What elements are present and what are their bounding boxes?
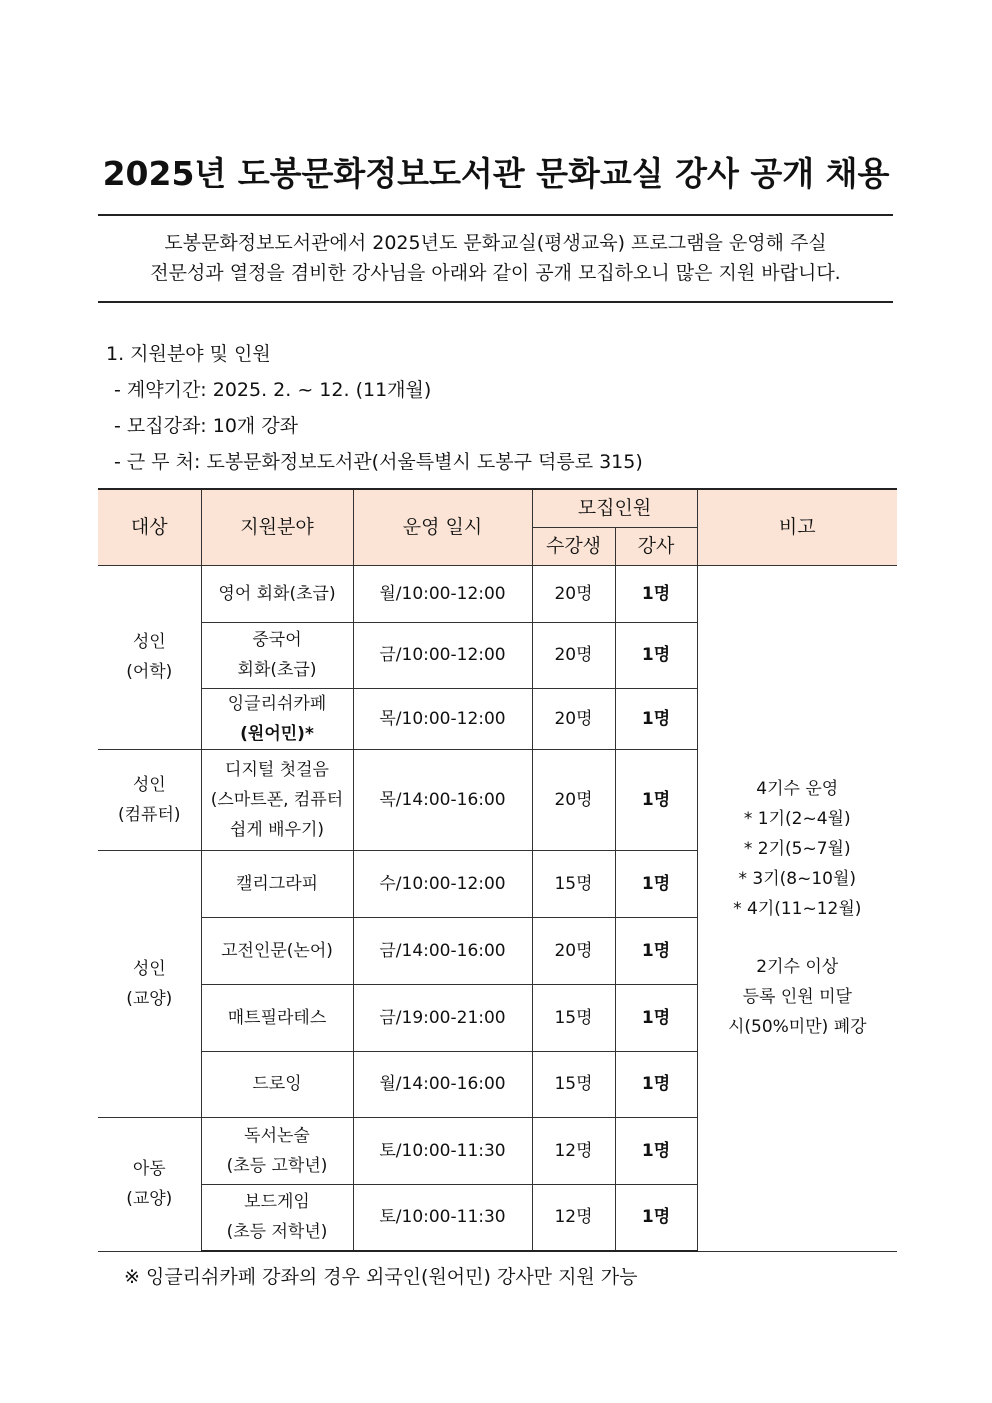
remarks-cell: 4기수 운영 * 1기(2~4월) * 2기(5~7월) * 3기(8~10월) * 4기(11~12월) 2기수 이상 등록 인원 미달 시(50%미만) 폐강	[697, 565, 897, 1251]
footnote: ※ 잉글리쉬카페 강좌의 경우 외국인(원어민) 강사만 지원 가능	[124, 1266, 638, 1288]
contract-period: - 계약기간: 2025. 2. ~ 12. (11개월)	[114, 379, 432, 401]
field-cell: 영어 회화(초급)	[201, 565, 353, 622]
group-cell: 아동 (교양)	[98, 1117, 201, 1251]
field-cell: 고전인문(논어)	[201, 917, 353, 984]
schedule-cell: 목/10:00-12:00	[353, 688, 532, 749]
students-cell: 20명	[532, 749, 615, 850]
students-cell: 12명	[532, 1117, 615, 1184]
schedule-cell: 토/10:00-11:30	[353, 1117, 532, 1184]
schedule-cell: 금/14:00-16:00	[353, 917, 532, 984]
students-cell: 20명	[532, 565, 615, 622]
bottom-divider	[98, 301, 893, 303]
students-cell: 20명	[532, 622, 615, 688]
schedule-cell: 목/14:00-16:00	[353, 749, 532, 850]
field-cell: 중국어 회화(초급)	[201, 622, 353, 688]
schedule-cell: 토/10:00-11:30	[353, 1184, 532, 1251]
recruit-courses: - 모집강좌: 10개 강좌	[114, 415, 299, 437]
students-cell: 15명	[532, 984, 615, 1051]
header-schedule: 운영 일시	[353, 489, 532, 565]
students-cell: 20명	[532, 688, 615, 749]
instructor-cell: 1명	[615, 1117, 697, 1184]
schedule-cell: 금/19:00-21:00	[353, 984, 532, 1051]
header-remarks: 비고	[697, 489, 897, 565]
schedule-cell: 월/10:00-12:00	[353, 565, 532, 622]
header-recruit: 모집인원	[532, 489, 697, 527]
instructor-cell: 1명	[615, 1051, 697, 1117]
recruit-table	[98, 488, 897, 1252]
intro-line-1: 도봉문화정보도서관에서 2025년도 문화교실(평생교육) 프로그램을 운영해 주실	[164, 232, 827, 254]
instructor-cell: 1명	[615, 850, 697, 917]
instructor-cell: 1명	[615, 917, 697, 984]
field-cell: 보드게임 (초등 저학년)	[201, 1184, 353, 1251]
instructor-cell: 1명	[615, 622, 697, 688]
table-row	[98, 565, 897, 622]
instructor-cell: 1명	[615, 565, 697, 622]
workplace: - 근 무 처: 도봉문화정보도서관(서울특별시 도봉구 덕릉로 315)	[114, 451, 643, 473]
header-row	[98, 489, 897, 527]
group-cell: 성인 (컴퓨터)	[98, 749, 201, 850]
header-students: 수강생	[532, 527, 615, 565]
header-field: 지원분야	[201, 489, 353, 565]
field-cell: 매트필라테스	[201, 984, 353, 1051]
intro-text	[98, 228, 893, 288]
field-cell: 드로잉	[201, 1051, 353, 1117]
students-cell: 15명	[532, 850, 615, 917]
field-cell: 디지털 첫걸음 (스마트폰, 컴퓨터 쉽게 배우기)	[201, 749, 353, 850]
group-cell: 성인 (어학)	[98, 565, 201, 749]
header-target: 대상	[98, 489, 201, 565]
section-1	[106, 336, 643, 480]
field-cell: 잉글리쉬카페 (원어민)*	[201, 688, 353, 749]
field-cell: 독서논술 (초등 고학년)	[201, 1117, 353, 1184]
instructor-cell: 1명	[615, 749, 697, 850]
students-cell: 15명	[532, 1051, 615, 1117]
schedule-cell: 금/10:00-12:00	[353, 622, 532, 688]
field-cell: 캘리그라피	[201, 850, 353, 917]
instructor-cell: 1명	[615, 984, 697, 1051]
header-instructor: 강사	[615, 527, 697, 565]
intro-line-2: 전문성과 열정을 겸비한 강사님을 아래와 같이 공개 모집하오니 많은 지원 바랍니다.	[150, 262, 841, 284]
group-cell: 성인 (교양)	[98, 850, 201, 1117]
students-cell: 12명	[532, 1184, 615, 1251]
students-cell: 20명	[532, 917, 615, 984]
schedule-cell: 수/10:00-12:00	[353, 850, 532, 917]
top-divider	[98, 214, 893, 216]
instructor-cell: 1명	[615, 1184, 697, 1251]
instructor-cell: 1명	[615, 688, 697, 749]
page-title: 2025년 도봉문화정보도서관 문화교실 강사 공개 채용	[102, 154, 890, 193]
schedule-cell: 월/14:00-16:00	[353, 1051, 532, 1117]
section-heading: 1. 지원분야 및 인원	[106, 343, 271, 365]
